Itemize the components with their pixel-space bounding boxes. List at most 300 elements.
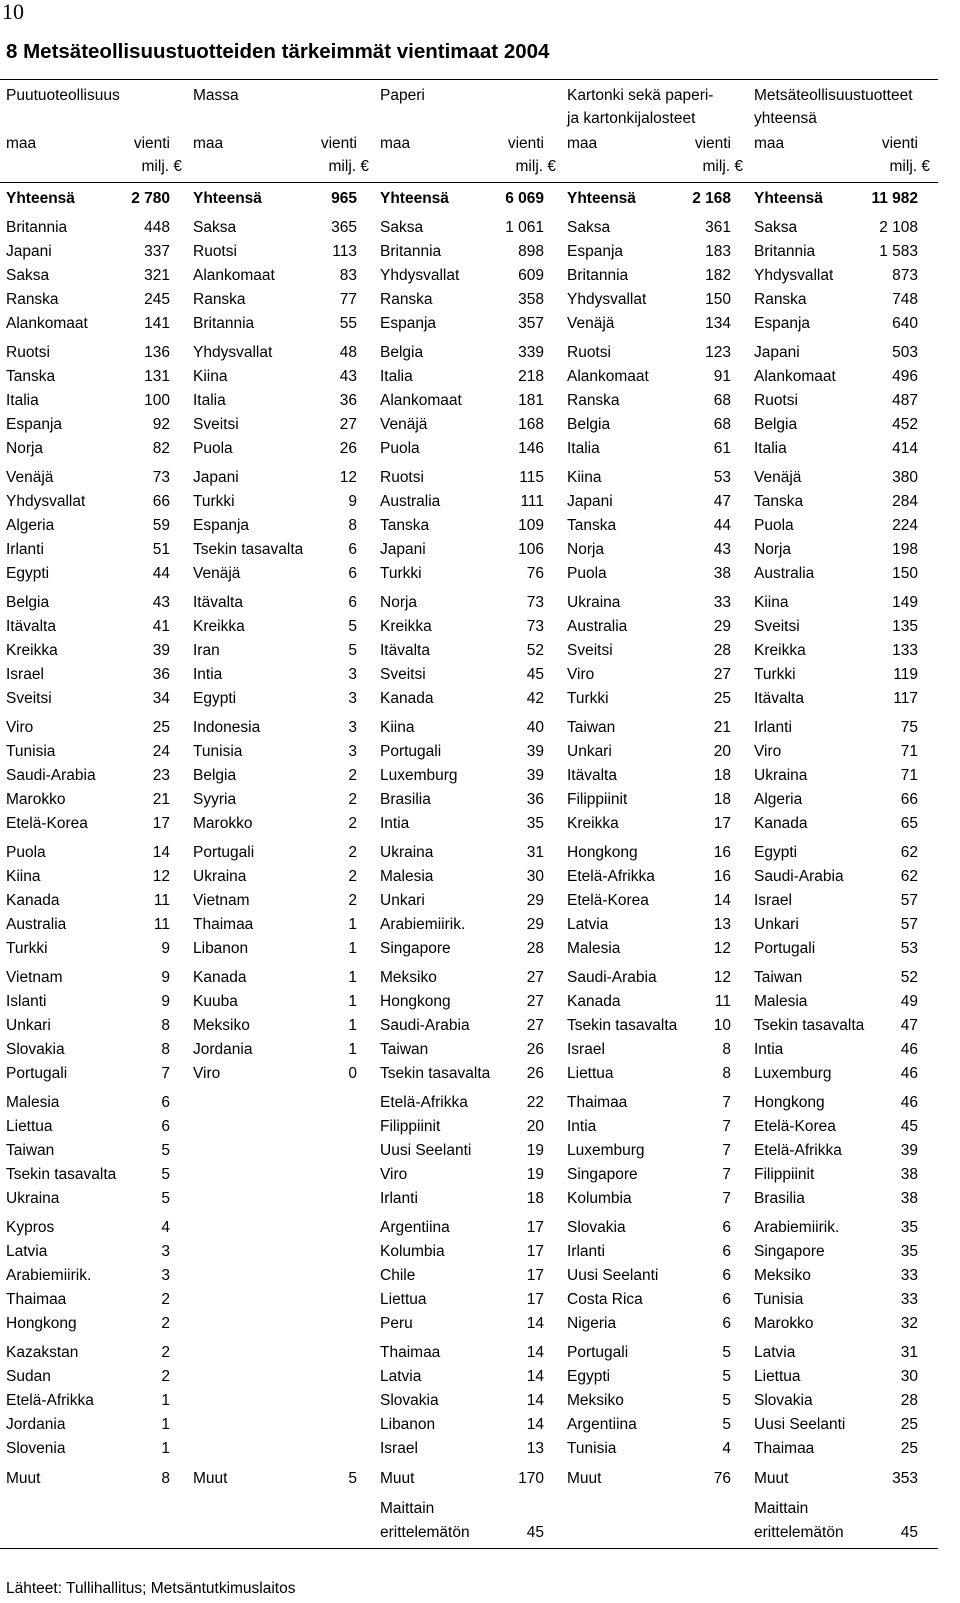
export-value: 365	[331, 219, 357, 236]
export-value: 21	[713, 719, 731, 736]
total-label: Yhteensä	[6, 190, 75, 207]
export-value: 46	[900, 1041, 918, 1058]
country-name: Latvia	[754, 1344, 796, 1361]
export-value: 82	[152, 440, 170, 457]
country-name: Singapore	[754, 1243, 825, 1260]
country-name: Kolumbia	[380, 1243, 445, 1260]
export-value: 3	[348, 690, 357, 707]
country-name: Taiwan	[567, 719, 616, 736]
export-value: 6	[161, 1094, 170, 1111]
export-value: 61	[713, 440, 731, 457]
country-name: Saksa	[193, 219, 237, 236]
country-name: Slovakia	[567, 1219, 626, 1236]
country-name: Ranska	[6, 291, 59, 308]
export-value: 134	[705, 315, 731, 332]
export-value: 17	[526, 1219, 544, 1236]
export-value: 8	[348, 517, 357, 534]
export-value: 44	[152, 565, 170, 582]
export-value: 12	[152, 868, 170, 885]
export-value: 113	[332, 243, 357, 260]
other-label: Muut	[380, 1470, 415, 1487]
group-header-line2: ja kartonkijalosteet	[567, 110, 696, 127]
export-value: 6	[161, 1118, 170, 1135]
country-name: Venäjä	[380, 416, 428, 433]
export-value: 5	[348, 642, 357, 659]
export-value: 9	[161, 940, 170, 957]
country-name: Taiwan	[6, 1142, 55, 1159]
country-name: Norja	[754, 541, 792, 558]
export-value: 68	[713, 392, 731, 409]
group-header: Puutuoteollisuus	[6, 87, 120, 104]
export-value: 30	[900, 1368, 918, 1385]
export-value: 6	[722, 1291, 731, 1308]
country-name: Tsekin tasavalta	[754, 1017, 865, 1034]
export-value: 66	[152, 493, 170, 510]
export-value: 6	[722, 1243, 731, 1260]
country-name: Nigeria	[567, 1315, 617, 1332]
country-name: Norja	[567, 541, 605, 558]
export-value: 38	[900, 1190, 918, 1207]
country-name: Etelä-Afrikka	[567, 868, 655, 885]
export-value: 25	[713, 690, 731, 707]
country-name: Kreikka	[6, 642, 58, 659]
country-name: Italia	[754, 440, 787, 457]
export-value: 31	[900, 1344, 918, 1361]
total-value: 2 168	[692, 190, 731, 207]
country-name: Belgia	[193, 767, 237, 784]
export-value: 2	[348, 892, 357, 909]
export-value: 41	[152, 618, 170, 635]
export-value: 14	[152, 844, 170, 861]
export-value: 358	[518, 291, 544, 308]
country-name: Argentiina	[567, 1416, 637, 1433]
export-value: 18	[713, 767, 731, 784]
total-label: Yhteensä	[193, 190, 262, 207]
country-name: Unkari	[754, 916, 799, 933]
column-header-unit: milj. €	[702, 158, 743, 175]
export-value: 46	[900, 1094, 918, 1111]
country-name: Thaimaa	[380, 1344, 441, 1361]
country-name: Malesia	[754, 993, 808, 1010]
export-value: 5	[348, 618, 357, 635]
country-name: Venäjä	[6, 469, 54, 486]
export-value: 609	[518, 267, 544, 284]
country-name: Belgia	[567, 416, 611, 433]
country-name: Kreikka	[754, 642, 806, 659]
export-value: 2	[161, 1291, 170, 1308]
table-bottom-rule	[0, 1548, 938, 1549]
country-name: Japani	[754, 344, 800, 361]
country-name: Kanada	[193, 969, 247, 986]
country-name: Venäjä	[754, 469, 802, 486]
export-value: 14	[713, 892, 731, 909]
export-value: 9	[161, 993, 170, 1010]
country-name: Uusi Seelanti	[754, 1416, 846, 1433]
export-value: 36	[339, 392, 357, 409]
country-name: Portugali	[193, 844, 255, 861]
export-value: 2	[161, 1368, 170, 1385]
country-name: Norja	[380, 594, 418, 611]
column-header-country: maa	[754, 135, 785, 152]
country-name: Jordania	[193, 1041, 253, 1058]
export-value: 11	[153, 892, 170, 909]
country-name: Yhdysvallat	[193, 344, 273, 361]
export-value: 27	[339, 416, 357, 433]
source-note: Lähteet: Tullihallitus; Metsäntutkimuslaitos	[6, 1580, 296, 1597]
country-name: Irlanti	[754, 719, 792, 736]
column-header-unit: milj. €	[889, 158, 930, 175]
total-label: Yhteensä	[380, 190, 449, 207]
header-rule	[0, 182, 938, 183]
export-value: 8	[722, 1041, 731, 1058]
export-value: 21	[152, 791, 170, 808]
country-name: Sveitsi	[6, 690, 52, 707]
country-name: Ranska	[193, 291, 246, 308]
export-value: 748	[892, 291, 918, 308]
country-name: Slovakia	[380, 1392, 439, 1409]
country-name: Kiina	[754, 594, 789, 611]
country-name: Sveitsi	[193, 416, 239, 433]
country-name: Meksiko	[567, 1392, 624, 1409]
country-name: Unkari	[380, 892, 425, 909]
export-value: 1	[348, 916, 357, 933]
export-value: 3	[348, 666, 357, 683]
country-name: Portugali	[6, 1065, 68, 1082]
export-value: 7	[722, 1166, 731, 1183]
export-value: 42	[526, 690, 544, 707]
country-name: Latvia	[6, 1243, 48, 1260]
country-name: Ruotsi	[567, 344, 611, 361]
export-value: 3	[161, 1267, 170, 1284]
export-value: 14	[526, 1315, 544, 1332]
country-name: Viro	[193, 1065, 221, 1082]
export-value: 73	[152, 469, 170, 486]
country-name: Turkki	[6, 940, 48, 957]
export-value: 1 061	[505, 219, 544, 236]
export-value: 6	[348, 565, 357, 582]
country-name: Liettua	[754, 1368, 801, 1385]
country-name: Brasilia	[380, 791, 431, 808]
country-name: Irlanti	[567, 1243, 605, 1260]
export-value: 1	[348, 993, 357, 1010]
export-value: 43	[339, 368, 357, 385]
country-name: Viro	[6, 719, 34, 736]
export-value: 33	[900, 1291, 918, 1308]
country-name: Meksiko	[193, 1017, 250, 1034]
export-value: 6	[348, 541, 357, 558]
country-name: Egypti	[567, 1368, 611, 1385]
export-value: 55	[339, 315, 357, 332]
country-name: Kreikka	[567, 815, 619, 832]
country-name: Unkari	[567, 743, 612, 760]
export-value: 31	[526, 844, 544, 861]
export-value: 6	[722, 1219, 731, 1236]
country-name: Israel	[380, 1440, 418, 1457]
country-name: Portugali	[754, 940, 816, 957]
unspecified-value: 45	[526, 1524, 544, 1541]
country-name: Tunisia	[6, 743, 56, 760]
export-value: 136	[144, 344, 170, 361]
export-value: 28	[526, 940, 544, 957]
export-value: 36	[152, 666, 170, 683]
country-name: Liettua	[380, 1291, 427, 1308]
country-name: Tsekin tasavalta	[380, 1065, 491, 1082]
export-value: 14	[526, 1368, 544, 1385]
export-value: 25	[900, 1416, 918, 1433]
country-name: Puola	[193, 440, 233, 457]
export-value: 119	[893, 666, 918, 683]
export-value: 183	[705, 243, 731, 260]
country-name: Tunisia	[567, 1440, 617, 1457]
export-value: 16	[713, 844, 731, 861]
country-name: Puola	[380, 440, 420, 457]
country-name: Israel	[754, 892, 792, 909]
country-name: Luxemburg	[380, 767, 458, 784]
total-value: 2 780	[131, 190, 170, 207]
column-header-unit: milj. €	[328, 158, 369, 175]
country-name: Irlanti	[6, 541, 44, 558]
country-name: Etelä-Afrikka	[6, 1392, 94, 1409]
export-value: 1	[161, 1440, 170, 1457]
export-value: 73	[526, 618, 544, 635]
country-name: Singapore	[567, 1166, 638, 1183]
country-name: Algeria	[754, 791, 803, 808]
country-name: Australia	[754, 565, 815, 582]
export-value: 45	[900, 1118, 918, 1135]
export-value: 33	[900, 1267, 918, 1284]
country-name: Ruotsi	[6, 344, 50, 361]
export-value: 5	[161, 1166, 170, 1183]
country-name: Brasilia	[754, 1190, 805, 1207]
export-value: 25	[900, 1440, 918, 1457]
country-name: Kazakstan	[6, 1344, 79, 1361]
export-value: 182	[705, 267, 731, 284]
country-name: Sveitsi	[754, 618, 800, 635]
column-header-value: vienti	[320, 135, 357, 152]
export-value: 49	[900, 993, 918, 1010]
country-name: Kreikka	[380, 618, 432, 635]
country-name: Ruotsi	[380, 469, 424, 486]
export-value: 43	[713, 541, 731, 558]
country-name: Espanja	[567, 243, 624, 260]
export-value: 5	[722, 1344, 731, 1361]
country-name: Portugali	[380, 743, 442, 760]
country-name: Saudi-Arabia	[380, 1017, 470, 1034]
other-value: 353	[892, 1470, 918, 1487]
export-value: 2	[348, 868, 357, 885]
export-value: 45	[526, 666, 544, 683]
export-value: 57	[900, 892, 918, 909]
country-name: Kiina	[567, 469, 602, 486]
export-value: 26	[526, 1041, 544, 1058]
country-name: Saksa	[754, 219, 798, 236]
export-value: 6	[348, 594, 357, 611]
country-name: Ukraina	[6, 1190, 60, 1207]
country-name: Kreikka	[193, 618, 245, 635]
export-value: 7	[722, 1094, 731, 1111]
country-name: Intia	[193, 666, 223, 683]
export-value: 141	[144, 315, 170, 332]
export-value: 30	[526, 868, 544, 885]
table-top-rule	[0, 79, 938, 80]
country-name: Etelä-Korea	[567, 892, 649, 909]
country-name: Kuuba	[193, 993, 238, 1010]
country-name: Libanon	[380, 1416, 436, 1433]
export-value: 224	[892, 517, 918, 534]
country-name: Syyria	[193, 791, 237, 808]
column-header-country: maa	[6, 135, 37, 152]
export-value: 91	[713, 368, 731, 385]
export-value: 43	[152, 594, 170, 611]
country-name: Filippiinit	[754, 1166, 815, 1183]
export-value: 496	[892, 368, 918, 385]
unspecified-value: 45	[900, 1524, 918, 1541]
country-name: Singapore	[380, 940, 451, 957]
country-name: Intia	[567, 1118, 597, 1135]
country-name: Ranska	[567, 392, 620, 409]
country-name: Belgia	[754, 416, 798, 433]
export-value: 448	[144, 219, 170, 236]
export-value: 168	[518, 416, 544, 433]
export-value: 640	[892, 315, 918, 332]
unspecified-label-line2: erittelemätön	[754, 1524, 844, 1541]
country-name: Malesia	[567, 940, 621, 957]
column-header-country: maa	[380, 135, 411, 152]
export-value: 47	[900, 1017, 918, 1034]
country-name: Norja	[6, 440, 44, 457]
export-value: 83	[339, 267, 357, 284]
country-name: Egypti	[6, 565, 50, 582]
country-name: Britannia	[754, 243, 816, 260]
country-name: Sudan	[6, 1368, 51, 1385]
export-value: 12	[713, 969, 731, 986]
export-value: 135	[892, 618, 918, 635]
export-value: 20	[713, 743, 731, 760]
export-value: 452	[892, 416, 918, 433]
country-name: Tanska	[6, 368, 56, 385]
export-value: 17	[713, 815, 731, 832]
export-value: 13	[713, 916, 731, 933]
export-value: 503	[892, 344, 918, 361]
country-name: Saudi-Arabia	[6, 767, 96, 784]
country-name: Venäjä	[567, 315, 615, 332]
country-name: Alankomaat	[193, 267, 275, 284]
country-name: Britannia	[193, 315, 255, 332]
country-name: Thaimaa	[193, 916, 254, 933]
country-name: Marokko	[754, 1315, 814, 1332]
country-name: Etelä-Korea	[754, 1118, 836, 1135]
country-name: Peru	[380, 1315, 413, 1332]
export-value: 5	[722, 1392, 731, 1409]
export-value: 14	[526, 1392, 544, 1409]
table-title: 8 Metsäteollisuustuotteiden tärkeimmät vientimaat 2004	[6, 40, 550, 63]
country-name: Ukraina	[380, 844, 434, 861]
country-name: Libanon	[193, 940, 249, 957]
export-value: 46	[900, 1065, 918, 1082]
other-label: Muut	[754, 1470, 789, 1487]
export-value: 33	[713, 594, 731, 611]
export-value: 77	[339, 291, 357, 308]
export-value: 28	[900, 1392, 918, 1409]
country-name: Alankomaat	[380, 392, 462, 409]
country-name: Yhdysvallat	[380, 267, 460, 284]
country-name: Marokko	[193, 815, 253, 832]
export-value: 34	[152, 690, 170, 707]
country-name: Etelä-Afrikka	[754, 1142, 842, 1159]
country-name: Puola	[754, 517, 794, 534]
export-value: 11	[153, 916, 170, 933]
group-header: Kartonki sekä paperi-	[567, 87, 714, 104]
country-name: Turkki	[754, 666, 796, 683]
other-value: 5	[348, 1470, 357, 1487]
country-name: Thaimaa	[754, 1440, 815, 1457]
country-name: Britannia	[6, 219, 68, 236]
country-name: Etelä-Korea	[6, 815, 88, 832]
country-name: Yhdysvallat	[567, 291, 647, 308]
country-name: Luxemburg	[754, 1065, 832, 1082]
country-name: Itävalta	[567, 767, 617, 784]
export-value: 2 108	[879, 219, 918, 236]
export-value: 12	[339, 469, 357, 486]
export-value: 109	[518, 517, 544, 534]
export-value: 1	[348, 940, 357, 957]
export-value: 35	[900, 1243, 918, 1260]
country-name: Alankomaat	[754, 368, 836, 385]
country-name: Espanja	[6, 416, 63, 433]
export-value: 181	[518, 392, 544, 409]
export-value: 106	[518, 541, 544, 558]
country-name: Espanja	[754, 315, 811, 332]
export-value: 3	[348, 743, 357, 760]
country-name: Yhdysvallat	[754, 267, 834, 284]
country-name: Italia	[567, 440, 600, 457]
export-value: 17	[526, 1243, 544, 1260]
country-name: Puola	[6, 844, 46, 861]
column-header-unit: milj. €	[141, 158, 182, 175]
export-value: 71	[900, 767, 918, 784]
export-value: 4	[722, 1440, 731, 1457]
country-name: Tsekin tasavalta	[193, 541, 304, 558]
export-value: 18	[526, 1190, 544, 1207]
export-value: 24	[152, 743, 170, 760]
export-value: 9	[161, 969, 170, 986]
country-name: Saksa	[6, 267, 50, 284]
country-name: Japani	[193, 469, 239, 486]
country-name: Kiina	[6, 868, 41, 885]
country-name: Intia	[754, 1041, 784, 1058]
other-label: Muut	[567, 1470, 602, 1487]
export-value: 39	[152, 642, 170, 659]
country-name: Latvia	[567, 916, 609, 933]
other-value: 170	[518, 1470, 544, 1487]
column-header-value: vienti	[133, 135, 170, 152]
country-name: Espanja	[380, 315, 437, 332]
export-value: 357	[518, 315, 544, 332]
export-value: 7	[161, 1065, 170, 1082]
export-value: 414	[892, 440, 918, 457]
export-value: 8	[161, 1017, 170, 1034]
export-value: 3	[348, 719, 357, 736]
export-value: 2	[161, 1315, 170, 1332]
country-name: Ruotsi	[193, 243, 237, 260]
other-value: 76	[713, 1470, 731, 1487]
column-header-value: vienti	[507, 135, 544, 152]
unspecified-label: Maittain	[754, 1500, 809, 1517]
country-name: Kanada	[380, 690, 434, 707]
country-name: Slovakia	[754, 1392, 813, 1409]
export-value: 25	[152, 719, 170, 736]
export-value: 35	[900, 1219, 918, 1236]
